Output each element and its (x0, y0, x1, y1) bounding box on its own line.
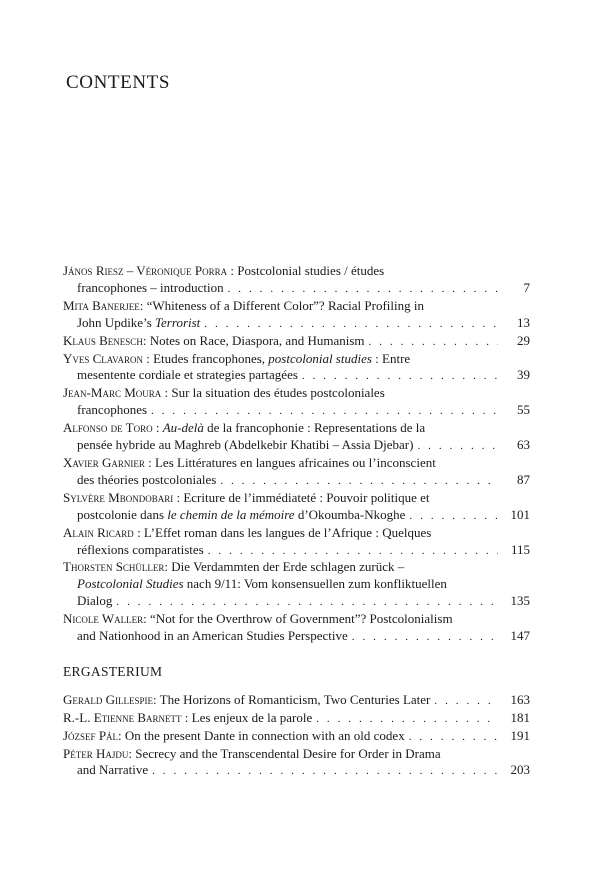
toc-entry (63, 351, 530, 386)
contents-entries (63, 263, 530, 646)
dot-leader (220, 473, 498, 490)
toc-entry-text (63, 559, 404, 576)
author-name: József Pál (63, 727, 119, 743)
toc-entry-text (77, 315, 200, 332)
toc-entry (63, 559, 530, 611)
title-text: : The Horizons of Romanticism, Two Centuries Later (153, 691, 431, 707)
page-title: CONTENTS (66, 72, 171, 93)
toc-entry (63, 298, 530, 333)
page-number: 13 (517, 314, 530, 330)
title-text: : Secrecy and the Transcendental Desire for Order in Drama (128, 745, 441, 761)
toc-entry-line (63, 367, 530, 385)
title-text: des théories postcoloniales (77, 471, 217, 487)
title-text: and Narrative (77, 762, 149, 778)
toc-entry-text (63, 490, 430, 507)
toc-entry (63, 385, 530, 420)
toc-entry-text (77, 762, 148, 779)
dot-leader (369, 334, 498, 351)
toc-entry-text (63, 692, 430, 709)
toc-entry-line (63, 692, 530, 710)
toc-entry-line (63, 315, 530, 333)
toc-entry-text (77, 507, 405, 524)
toc-entry-line (63, 746, 530, 763)
title-text: francophones – introduction (77, 279, 224, 295)
dot-leader (409, 729, 498, 746)
toc-entry-line (63, 728, 530, 746)
toc-entry-text (63, 728, 405, 745)
dot-leader (116, 594, 498, 611)
title-text: postcolonie dans (77, 506, 168, 522)
toc-entry-text (63, 710, 312, 727)
italic-title: Au-delà (162, 420, 204, 436)
author-name: R.-L. Etienne Barnett (63, 709, 182, 725)
toc-entry-text (77, 593, 112, 610)
page-number: 115 (510, 541, 530, 557)
toc-entry-text (77, 280, 224, 297)
dot-leader (208, 543, 498, 560)
page-number: 87 (517, 471, 530, 487)
author-name: Péter Hajdu (63, 745, 129, 761)
author-name: Nicole Waller (63, 611, 144, 627)
title-text: pensée hybride au Maghreb (Abdelkebir Khatibi – Assia Djebar) (77, 437, 414, 453)
page-number: 191 (510, 727, 530, 743)
toc-entry (63, 692, 530, 710)
author-name: Klaus Benesch (63, 332, 143, 348)
toc-entry-text (77, 628, 348, 645)
title-text: John Updike’s (77, 314, 155, 330)
toc-entry-line (63, 351, 530, 368)
toc-entry-text (63, 385, 385, 402)
toc-entry-text (63, 298, 424, 315)
toc-entry-line (63, 263, 530, 280)
toc-entry-line (63, 710, 530, 728)
toc-entry (63, 710, 530, 728)
author-name: Sylvère Mbondobari (63, 489, 174, 505)
page-number: 63 (517, 437, 530, 453)
title-text: francophones (77, 402, 148, 418)
author-name: Xavier Garnier (63, 454, 145, 470)
toc-entry (63, 490, 530, 525)
page-number: 147 (510, 628, 530, 644)
page-number: 29 (517, 332, 530, 348)
toc-entry-text (63, 611, 453, 628)
title-text: : Entre (371, 350, 411, 366)
toc-entry-text (77, 367, 298, 384)
title-text: : Les enjeux de la parole (181, 709, 313, 725)
toc-entry (63, 333, 530, 351)
author-name: Mita Banerjee (63, 297, 140, 313)
italic-title: postcolonial studies (268, 350, 372, 366)
title-text: Dialog (77, 593, 113, 609)
title-text: : (152, 420, 163, 436)
toc-entry-line (63, 420, 530, 437)
toc-entry-text (77, 576, 447, 593)
author-name: Gerald Gillespie (63, 691, 154, 707)
toc-entry-line (63, 762, 530, 780)
title-text: : Les Littératures en langues africaines ou l’inconscient (144, 454, 436, 470)
toc-entry-line (63, 402, 530, 420)
toc-entry-line (63, 559, 530, 576)
title-text: réflexions comparatistes (77, 541, 204, 557)
author-name: János Riesz – Véronique Porra (63, 263, 228, 278)
ergasterium-entries (63, 692, 530, 781)
toc-entry-line (63, 593, 530, 611)
title-text: nach 9/11: Vom konsensuellen zum konfliktuellen (183, 576, 447, 592)
title-text: d’Okoumba-Nkoghe (294, 506, 406, 522)
toc-entry-text (63, 351, 410, 368)
italic-title: le chemin de la mémoire (167, 506, 295, 522)
toc-entry-line (63, 472, 530, 490)
title-text: : Die Verdammten der Erde schlagen zurück – (164, 559, 405, 575)
toc-entry-text (63, 263, 384, 280)
page-number: 101 (510, 506, 530, 522)
toc-entry-text (63, 455, 436, 472)
dot-leader (151, 403, 498, 420)
title-text: : “Whiteness of a Different Color”? Racial Profiling in (139, 297, 424, 313)
toc-entry-line (63, 576, 530, 593)
dot-leader (434, 693, 498, 710)
dot-leader (352, 629, 498, 646)
italic-title: Postcolonial Studies (77, 576, 184, 592)
dot-leader (152, 763, 498, 780)
page-number: 7 (523, 279, 530, 295)
dot-leader (204, 316, 498, 333)
toc-entry (63, 525, 530, 560)
toc-entry-line (63, 490, 530, 507)
dot-leader (417, 438, 498, 455)
dot-leader (228, 281, 498, 298)
toc-entry (63, 455, 530, 490)
toc-entry (63, 420, 530, 455)
toc-entry-text (77, 542, 204, 559)
title-text: : Sur la situation des études postcoloniales (161, 385, 385, 401)
toc-entry-line (63, 437, 530, 455)
toc-entry-line (63, 628, 530, 646)
page-number: 203 (510, 762, 530, 778)
title-text: : Ecriture de l’immédiateté : Pouvoir politique et (173, 489, 430, 505)
toc-entry-line (63, 333, 530, 351)
dot-leader (302, 368, 498, 385)
toc-entry-line (63, 542, 530, 560)
toc-entry-text (77, 472, 216, 489)
title-text: : “Not for the Overthrow of Government”? Postcolonialism (143, 611, 453, 627)
page-number: 135 (510, 593, 530, 609)
toc-entry-text (63, 420, 425, 437)
toc-entry-line (63, 455, 530, 472)
page-number: 55 (517, 402, 530, 418)
toc-entry-line (63, 385, 530, 402)
title-text: mesentente cordiale et strategies partagées (77, 367, 298, 383)
toc-entry-line (63, 507, 530, 525)
page-number: 39 (517, 367, 530, 383)
toc-entry-line (63, 298, 530, 315)
title-text: : Postcolonial studies / études (227, 263, 385, 278)
toc-entry-text (63, 333, 365, 350)
toc-entry (63, 263, 530, 298)
title-text: and Nationhood in an American Studies Perspective (77, 628, 348, 644)
title-text: : Notes on Race, Diaspora, and Humanism (142, 332, 365, 348)
toc-entry-text (63, 746, 441, 763)
toc-entry-line (63, 611, 530, 628)
toc-entry-text (77, 402, 147, 419)
table-of-contents (63, 263, 530, 780)
page-number: 181 (510, 709, 530, 725)
author-name: Thorsten Schüller (63, 559, 165, 575)
author-name: Alain Ricard (63, 524, 134, 540)
toc-entry-line (63, 525, 530, 542)
dot-leader (316, 711, 498, 728)
section-heading-ergasterium: ERGASTERIUM (63, 663, 163, 679)
toc-entry (63, 611, 530, 646)
page-number: 163 (510, 691, 530, 707)
title-text: de la francophonie : Representations de la (203, 420, 426, 436)
author-name: Alfonso de Toro (63, 420, 153, 436)
toc-entry-text (63, 525, 431, 542)
toc-entry-text (77, 437, 413, 454)
author-name: Yves Clavaron (63, 350, 143, 366)
toc-entry (63, 746, 530, 781)
title-text: : Etudes francophones, (143, 350, 269, 366)
toc-entry (63, 728, 530, 746)
author-name: Jean-Marc Moura (63, 385, 162, 401)
title-text: : L’Effet roman dans les langues de l’Afrique : Quelques (133, 524, 432, 540)
title-text: : On the present Dante in connection with an old codex (118, 727, 405, 743)
italic-title: Terrorist (155, 314, 201, 330)
dot-leader (409, 508, 498, 525)
toc-entry-line (63, 280, 530, 298)
